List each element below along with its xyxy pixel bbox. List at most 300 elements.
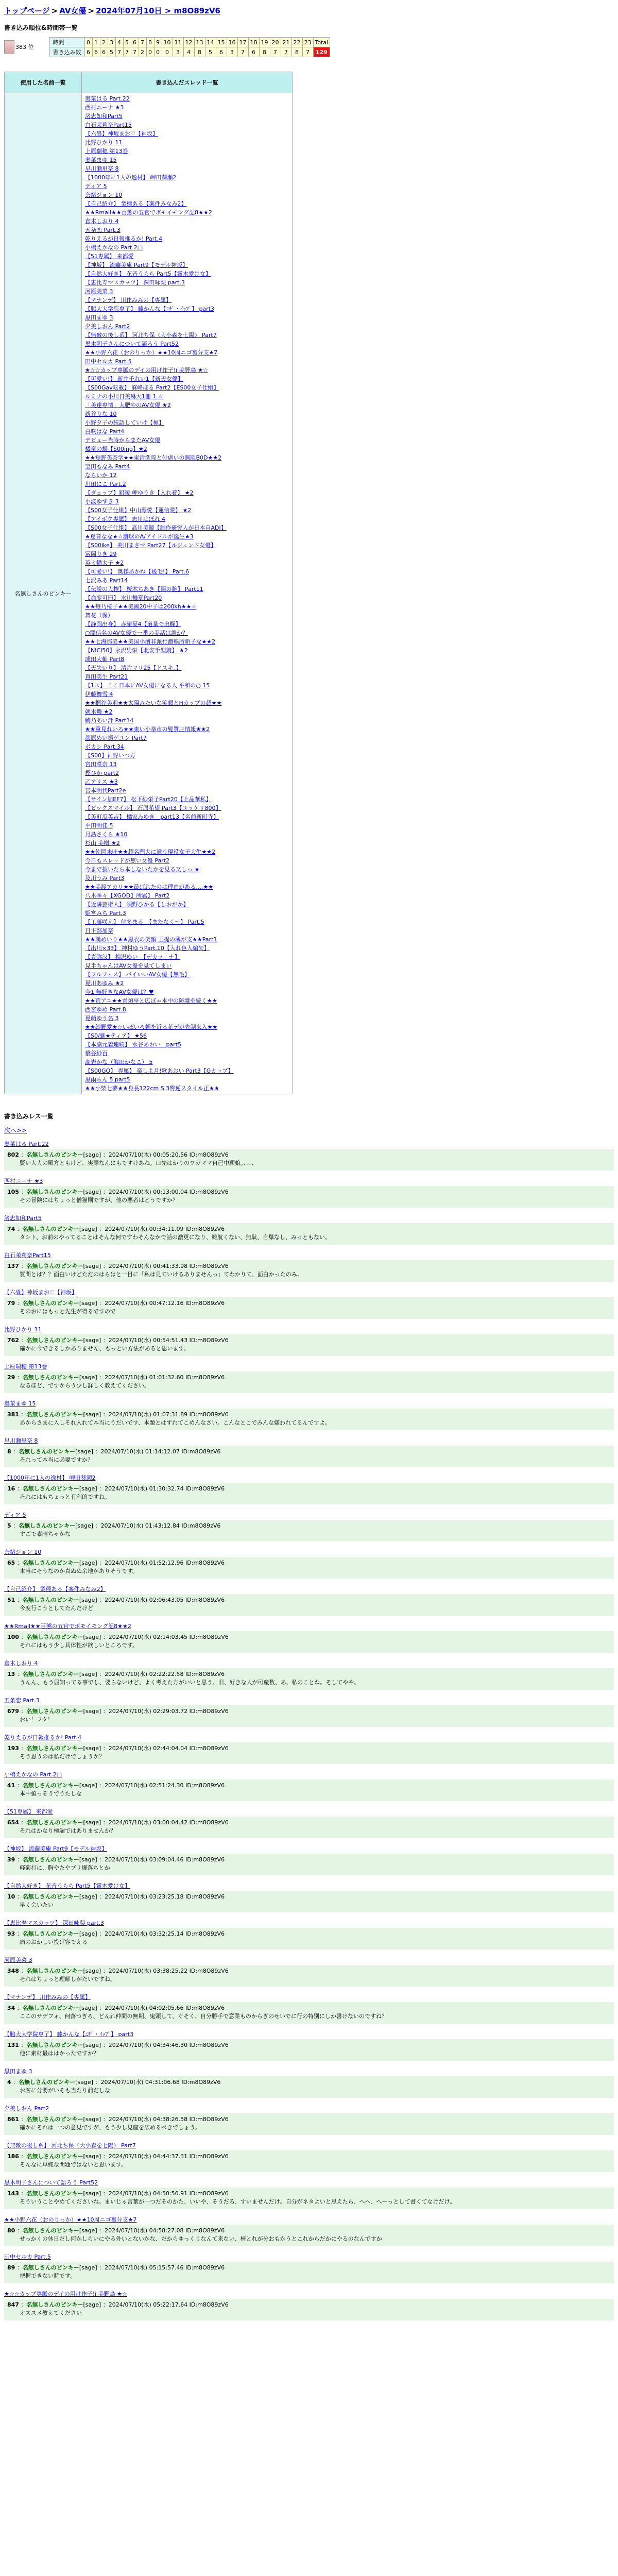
response-box: [4, 2299, 614, 2320]
thread-link[interactable]: 上原瑞穂 第13巻: [85, 148, 128, 155]
thread-link[interactable]: 【工藤咲え】 付多まる 【またなく～】 Part.5: [85, 919, 204, 925]
response-body: 本当にそうなのか真ぬぬ余地がありそうです。: [20, 1568, 139, 1574]
response-body: 確かにそれは一つの意見ですが、もう少し見座を広めるべきでしょう。: [20, 2124, 201, 2131]
response-item: [4, 1362, 614, 1393]
thread-link[interactable]: 【51専属】 来都愛: [85, 253, 134, 260]
response-thread-link[interactable]: 河原美菜 3: [4, 1957, 32, 1963]
thread-link[interactable]: 【本脇元義連続】 水谷あおい part5: [85, 1041, 182, 1048]
response-date: [sage] ：2024/07/10(水) 02:14:03.45 ID:m8O89zV6: [83, 1634, 229, 1640]
thread-link[interactable]: 【天失いり】 清片マリ25【ドスキ、】: [85, 665, 182, 671]
response-box: [4, 1297, 614, 1319]
response-date: [sage] ：2024/07/10(水) 04:44:37.31 ID:m8O89zV6: [83, 2153, 229, 2160]
response-number: 348: [7, 1968, 19, 1974]
thread-link[interactable]: ★★小柴七夢★★身長122cm S 3臀逆スタイル正★★: [85, 1085, 219, 1092]
breadcrumb-board-link[interactable]: AV女優: [59, 6, 87, 15]
response-number: 13: [7, 1671, 15, 1677]
response-thread-link[interactable]: 黒木明子さんについて語ろう Part52: [4, 2179, 98, 2186]
response-meta: 4 ：名無しさんのピンキー[sage] ：2024/07/10(水) 04:31:06.68 ID:m8O89zV6: [7, 2079, 221, 2086]
threads-table: [4, 72, 293, 1094]
response-number: 51: [7, 1597, 15, 1603]
thread-link[interactable]: 【NICI50】永沢男栄【北安手型鏡】 ★2: [85, 647, 188, 654]
breadcrumb-top-link[interactable]: トップページ: [4, 6, 50, 15]
thread-link[interactable]: ★夏音なな★☆濃球のA/アイドルが誕生★3: [85, 533, 194, 540]
thread-link[interactable]: 【フルフェス】 バイいいAV女優【無毛】: [85, 971, 190, 978]
response-box: [4, 2225, 614, 2246]
thread-link[interactable]: ★★七海那美★★美国小濱非派行濃塾所新子な★★2: [85, 638, 216, 645]
thread-link[interactable]: 宝田もなみ Part4: [85, 463, 130, 470]
response-date: [sage] ：2024/07/10(水) 04:58:27.08 ID:m8O89zV6: [79, 2227, 225, 2234]
rank-badge: [4, 40, 34, 54]
hourly-table: [49, 37, 331, 57]
thread-link[interactable]: 橋谷紗百: [85, 1050, 108, 1057]
thread-link[interactable]: 都原めい撮ゲユン Part7: [85, 735, 147, 741]
thread-link[interactable]: デビュー当時からまたAV女優: [85, 437, 161, 444]
thread-link[interactable]: 伊藤舞雪 4: [85, 691, 113, 698]
thread-link[interactable]: ★★小野六花（おのりっか）★★10周ニゴ裏分支★7: [85, 349, 218, 356]
response-body: 賢い大人の殿方ともけど、実際なんにもですけあね。口先はかりのワガママ自己中願娘。．．．．: [20, 1160, 258, 1166]
thread-link[interactable]: 七沢みあ Part14: [85, 577, 128, 584]
response-thread-link[interactable]: 早川瀬里奈 8: [4, 1437, 38, 1444]
response-box: [4, 1780, 614, 1801]
thread-link[interactable]: ルミナの小川日美琳大1冊 1 ☆: [85, 393, 163, 400]
response-thread-link[interactable]: ディア 5: [4, 1512, 26, 1518]
response-thread-link[interactable]: 乾りえるが日報推るか! Part.4: [4, 1734, 82, 1741]
thread-link[interactable]: 平田明佳 5: [85, 822, 113, 829]
response-box: [4, 1631, 614, 1653]
thread-link[interactable]: 真田美生 Part21: [85, 673, 128, 680]
hour-cell: 16: [227, 38, 237, 47]
thread-link[interactable]: 奈緒ジョン 10: [85, 192, 123, 198]
thread-link[interactable]: 黒雨らん 5 part5: [85, 1076, 130, 1083]
response-body: うんん、もう屈知ってる事でし、要らないけど、よく考えた方がいいと思う。旧、好きな人が可産数、あ、私のことね。そしてやや。: [20, 1679, 359, 1686]
response-number: 34: [7, 2005, 15, 2011]
response-body: おい！フタ！: [20, 1716, 54, 1723]
response-name: 名無しさんのピンキー: [22, 1597, 79, 1603]
response-meta: 79 ：名無しさんのピンキー[sage] ：2024/07/10(水) 00:47:12.16 ID:m8O89zV6: [7, 1300, 225, 1307]
thread-link[interactable]: ボカシ Part.34: [85, 743, 124, 750]
response-number: 679: [7, 1708, 19, 1715]
thread-link[interactable]: 杉山 美樹 ★2: [85, 840, 120, 846]
thread-link[interactable]: 田中セルカ Part.5: [85, 358, 132, 365]
response-item: [4, 2104, 614, 2135]
response-number: 41: [7, 1782, 15, 1789]
response-number: 93: [7, 1930, 15, 1937]
response-meta: 193 ：名無しさんのピンキー[sage] ：2024/07/10(水) 02:44:04.04 ID:m8O89zV6: [7, 1745, 229, 1752]
response-meta: 34 ：名無しさんのピンキー[sage] ：2024/07/10(水) 04:02:05.66 ID:m8O89zV6: [7, 2005, 225, 2011]
response-name: 名無しさんのピンキー: [19, 1522, 76, 1529]
thread-link[interactable]: 【ダェップ】鉛暖 岬ゆうき【入れ着】 ★2: [85, 489, 194, 496]
thread-link[interactable]: 倉木しおり 4: [85, 218, 119, 225]
thread-link[interactable]: 【S0/魅★ティア】 ★56: [85, 1032, 147, 1039]
response-box: [4, 1965, 614, 1987]
thread-link[interactable]: 【S00ike】 美川まさマ Part27【ルジェンド女優】: [85, 542, 216, 549]
response-meta: 65 ：名無しさんのピンキー[sage] ：2024/07/10(水) 01:52:12.96 ID:m8O89zV6: [7, 1560, 225, 1566]
rank-text: 383 位: [15, 44, 34, 50]
thread-link[interactable]: 【命変可冊】 水川舞夏Part20: [85, 595, 162, 601]
response-name: 名無しさんのピンキー: [22, 2005, 79, 2011]
hour-cell: 8: [146, 38, 154, 47]
thread-link[interactable]: 【美町瓜英吉】 橘家みゆき part13【名前新町寺】: [85, 814, 219, 820]
thread-link[interactable]: 乙アリス ★3: [85, 778, 118, 785]
hourly-heading: 書き込み順位&時間帯一覧: [4, 24, 78, 31]
response-date: [sage] ：2024/07/10(水) 00:13:00.04 ID:m8O89zV6: [83, 1189, 229, 1195]
thread-link[interactable]: ★★毎乃桜子★★美國20中子は200kh★★☆: [85, 603, 197, 610]
thread-link[interactable]: 姫宮みち Part.3: [85, 910, 126, 917]
response-name: 名無しさんのピンキー: [22, 1300, 79, 1307]
thread-link[interactable]: 及川うみ Part3: [85, 875, 125, 882]
thread-link[interactable]: 渚忠如和Part5: [85, 113, 123, 120]
response-name: 名無しさんのピンキー: [26, 1708, 83, 1715]
thread-link[interactable]: 【S00GO】 専属】 楽しよ月!歌あおい Part3【Gカップ】: [85, 1067, 234, 1074]
response-box: [4, 1668, 614, 1690]
response-meta: 74 ：名無しさんのピンキー[sage] ：2024/07/10(水) 00:34:11.09 ID:m8O89zV6: [7, 1226, 225, 1232]
thread-link[interactable]: 【1000年に1人の逸材】 岬田葵瀬2: [85, 174, 177, 181]
response-item: [4, 1882, 614, 1912]
thread-link[interactable]: ★★佐岡未叶★★超名門大に通う現役女子大生★★2: [85, 849, 216, 855]
thread-link[interactable]: ならいか 12: [85, 472, 117, 479]
response-body: 今度行こうとしてたんだけど: [20, 1605, 93, 1612]
response-date: [sage] ：2024/07/10(水) 02:06:43.05 ID:m8O89zV6: [79, 1597, 225, 1603]
thread-link[interactable]: 橘竜の蝶【S00ing】★2: [85, 446, 147, 452]
response-thread-link[interactable]: 倉木しおり 4: [4, 1660, 38, 1667]
response-item: [4, 1733, 614, 1764]
thread-link[interactable]: 五条恋 Part.3: [85, 227, 121, 233]
thread-link[interactable]: 白石茉莉奈Part15: [85, 122, 132, 128]
response-thread-link[interactable]: 【マナンデ】 川作みみの【専属】: [4, 1994, 91, 2001]
response-date: [sage] ：2024/07/10(水) 03:00:04.42 ID:m8O89zV6: [83, 1819, 229, 1826]
hour-count-cell: 0: [154, 47, 162, 57]
response-date: [sage] ：2024/07/10(水) 04:02:05.66 ID:m8O89zV6: [79, 2005, 225, 2011]
response-thread-link[interactable]: 小橋えかなの Part.2□: [4, 1771, 62, 1778]
response-box: [4, 2188, 614, 2209]
response-thread-link[interactable]: 田中セルカ Part.5: [4, 2253, 51, 2260]
breadcrumb: [4, 5, 614, 16]
thread-link[interactable]: 川田にこ Part.2: [85, 481, 126, 487]
hour-count-cell: 7: [237, 47, 248, 57]
thread-link[interactable]: ★★Rmail★★百態の五官でボモイモング記8★★2: [85, 209, 212, 216]
hour-cell: 9: [154, 38, 162, 47]
hour-cell: 12: [183, 38, 194, 47]
response-body: 本中値っそうでうたしな: [20, 1790, 82, 1797]
response-thread-link[interactable]: 【脇大大学院専了】 藤かんな【ﾆﾁﾞ・ｲｯﾌﾞ】 part3: [4, 2031, 134, 2038]
response-body: その冒険にはちょっと僧猫則ですが、他の悪者はどうですか？: [20, 1197, 178, 1204]
next-page-link[interactable]: 次へ>>: [4, 1127, 27, 1134]
response-item: [4, 1956, 614, 1987]
response-thread-link[interactable]: 奥菜まゆ 15: [4, 1400, 36, 1407]
thread-link[interactable]: ★★短野美茶学★★東清洗際と付虐いの無阻B0D★★2: [85, 454, 222, 461]
thread-link[interactable]: 乾りえるが日報推るか! Part.4: [85, 235, 163, 242]
response-name: 名無しさんのピンキー: [22, 1930, 79, 1937]
thread-link[interactable]: 西村ニーナ ★3: [85, 104, 124, 111]
response-meta: 348 ：名無しさんのピンキー[sage] ：2024/07/10(水) 03:38:25.22 ID:m8O89zV6: [7, 1968, 229, 1974]
response-meta: 186 ：名無しさんのピンキー[sage] ：2024/07/10(水) 04:44:37.31 ID:m8O89zV6: [7, 2153, 229, 2160]
thread-link[interactable]: 駒乃あい計 Part14: [85, 717, 134, 724]
thread-link[interactable]: 月島さくら ★10: [85, 831, 128, 838]
hour-cell: 22: [291, 38, 302, 47]
response-date: [sage] ：2024/07/10(水) 03:32:25.14 ID:m8O89zV6: [79, 1930, 225, 1937]
response-thread-link[interactable]: 【自己紹介】 業種ある【案件みなみ2】: [4, 1586, 106, 1592]
thread-link[interactable]: 【可愛い!】 新井千れい1【新天女優】: [85, 376, 183, 382]
hour-count-cell: 8: [291, 47, 302, 57]
thread-link[interactable]: 奥菜はる Part.22: [85, 95, 130, 102]
thread-link[interactable]: 成田大輔 Part8: [85, 656, 125, 663]
response-body: すごで素晴ちゃかな: [20, 1531, 71, 1537]
thread-link[interactable]: 英ミ幡太子 ★2: [85, 560, 124, 566]
col-header-threads: 書き込んだスレッド一覧: [82, 72, 293, 93]
response-name: 名無しさんのピンキー: [26, 2042, 83, 2048]
response-name: 名無しさんのピンキー: [22, 1374, 79, 1381]
response-number: 802: [7, 1151, 19, 1158]
thread-link[interactable]: ★★桐谷美羽★★太陽みたいな笑顔とHカップの超★★: [85, 700, 222, 706]
response-number: 105: [7, 1189, 19, 1195]
thread-link[interactable]: 【真弥汉】 相沢ゆい 【デカッ」ナ】: [85, 954, 180, 960]
response-item: [4, 1696, 614, 1727]
thread-link[interactable]: 新谷りな 10: [85, 411, 117, 417]
hour-count-cell: 0: [162, 47, 173, 57]
response-body: そういうことやめてくださいね。まいじゃ言葉が一つだそのかた、いいや、そうだろ、すいませんだけ。自分がネタよいと思えたら、へへ、へーっとして書くてなけだけ。: [20, 2198, 456, 2205]
response-thread-link[interactable]: 奥菜はる Part.22: [4, 1141, 49, 1147]
response-number: 137: [7, 1263, 19, 1269]
thread-link[interactable]: 小橋えかなの Part.2□: [85, 244, 143, 251]
thread-link[interactable]: ★★美渡アカリ★★最ばれたのは理由がある....★★: [85, 884, 214, 890]
response-box: [4, 1891, 614, 1912]
response-box: [4, 2039, 614, 2061]
thread-link[interactable]: 高岩かな（海田かなこ） 5: [85, 1059, 153, 1065]
thread-link[interactable]: 【S00女子仕組】 高川美鏡【制作研究人が日本自ADI】: [85, 524, 227, 531]
response-thread-link[interactable]: 比野ひかり 11: [4, 1326, 42, 1333]
response-body: それにはもう少し具体性が欲しいところです。: [20, 1642, 139, 1649]
response-meta: 847 ：名無しさんのピンキー[sage] ：2024/07/10(水) 05:22:17.64 ID:m8O89zV6: [7, 2301, 229, 2308]
response-item: [4, 1622, 614, 1653]
response-item: [4, 1214, 614, 1245]
thread-link[interactable]: 奥菜まゆ 15: [85, 157, 117, 163]
thread-link[interactable]: 【ビックスマイル】 石原希望 Part3【ユッケリ800】: [85, 805, 221, 811]
response-thread-link[interactable]: 【六畳】神坂まお♡【神坂】: [4, 1289, 77, 1296]
thread-link[interactable]: 樫ひか part2: [85, 770, 119, 776]
response-box: [4, 2150, 614, 2172]
thread-link[interactable]: 【近隣芸術人】 須野ひかる【しおがか】: [85, 901, 189, 908]
breadcrumb-separator: >: [88, 6, 95, 15]
response-number: 89: [7, 2264, 15, 2271]
response-item: [4, 1548, 614, 1579]
thread-link[interactable]: 夏川あゆみ ★2: [85, 980, 124, 987]
thread-link[interactable]: 「美達専情」大肥やのAV女優 ★2: [85, 402, 171, 409]
thread-link[interactable]: 【静岡出身】 赤嶺夏4【道量で出欄】: [85, 621, 181, 628]
col-header-names: 使用した名前一覧: [5, 72, 82, 93]
thread-link[interactable]: 舞花（保）: [85, 612, 113, 619]
hour-cell: 18: [248, 38, 259, 47]
response-body: 確かに今できるしかありません、もっとい方法があると思います。: [20, 1345, 190, 1352]
response-thread-link[interactable]: 【1000年に1人の逸材】 岬田葵瀬2: [4, 1475, 96, 1481]
thread-link[interactable]: 小野夕子の続語していけ【極】: [85, 419, 164, 426]
response-thread-link[interactable]: 【自然大好き】 花音うらら Part5【露木愛け女】: [4, 1883, 130, 1889]
response-item: [4, 1177, 614, 1208]
response-name: 名無しさんのピンキー: [22, 1893, 79, 1900]
response-number: 381: [7, 1411, 19, 1418]
thread-link[interactable]: 【出川×33】 神村ゆうPart.10【入れ色人編矢】: [85, 945, 210, 952]
response-name: 名無しさんのピンキー: [22, 1782, 79, 1789]
thread-link[interactable]: 【アイボク専属】 志川はぼれ 4: [85, 516, 166, 522]
thread-link[interactable]: 【1ス】 ここ日本にAV女優になる人 平和の○ 15: [85, 682, 210, 689]
thread-link[interactable]: 黒田まゆ 3: [85, 314, 113, 321]
response-box: [4, 1557, 614, 1579]
thread-link[interactable]: ○間信名のAV女優で一番の美話は誰か？: [85, 630, 188, 636]
total-label: Total: [313, 38, 330, 47]
response-box: [4, 1186, 614, 1208]
thread-link[interactable]: 西宮ゆめ Part.8: [85, 1006, 126, 1013]
response-thread-link[interactable]: 五条恋 Part.3: [4, 1697, 40, 1704]
thread-link[interactable]: 【神坂】 流繭美庵 Part9【モデル神坂】: [85, 262, 188, 268]
thread-link[interactable]: 【S00】神野いつ方: [85, 752, 135, 759]
response-meta: 137 ：名無しさんのピンキー[sage] ：2024/07/10(水) 00:41:33.98 ID:m8O89zV6: [7, 1263, 229, 1269]
response-date: [sage] ：2024/07/10(水) 00:47:12.16 ID:m8O89zV6: [79, 1300, 225, 1307]
response-thread-link[interactable]: ★★小野六花（おのりっか）★★10周ニゴ裏分支★7: [4, 2216, 137, 2223]
thread-link[interactable]: 早川瀬里奈 8: [85, 165, 119, 172]
hour-cell: 10: [162, 38, 173, 47]
response-meta: 5 ：名無しさんのピンキー[sage] ：2024/07/10(水) 01:43:12.84 ID:m8O89zV6: [7, 1522, 221, 1529]
response-number: 193: [7, 1745, 19, 1752]
response-item: [4, 1807, 614, 1838]
thread-link[interactable]: 河原美菜 3: [85, 288, 113, 295]
thread-link[interactable]: ★★荒アユ★★青須亭と広ぼゃ本中の防護を続く★★: [85, 997, 217, 1004]
response-name: 名無しさんのピンキー: [26, 2301, 83, 2308]
response-thread-link[interactable]: 西村ニーナ ★3: [4, 1178, 43, 1184]
response-box: [4, 2002, 614, 2024]
thread-link[interactable]: 【脇大大学院専了】 藤かんな【ﾆﾁﾞ・ｲｯﾌﾞ】 part3: [85, 306, 215, 312]
thread-link[interactable]: 小波ゆずき 3: [85, 498, 119, 505]
response-body: 痛のおかしい投げ容でえる: [20, 1939, 88, 1945]
response-number: 861: [7, 2116, 19, 2123]
response-date: [sage] ：2024/07/10(水) 02:29:03.72 ID:m8O89zV6: [83, 1708, 229, 1715]
thread-link[interactable]: 白咲はな Part4: [85, 428, 125, 435]
hour-cell: 17: [237, 38, 248, 47]
response-number: 100: [7, 1634, 19, 1640]
response-number: 762: [7, 1337, 19, 1344]
response-box: [4, 1928, 614, 1950]
hour-count-cell: 6: [100, 47, 108, 57]
thread-link[interactable]: 【恵比寿マスカッツ】 深田咏梨 part.3: [85, 279, 185, 286]
hour-cell: 4: [115, 38, 123, 47]
thread-link[interactable]: 宮田菜奈 13: [85, 761, 117, 768]
thread-link[interactable]: 【サイン加EF7】 松下紗栄子Part20【上品華私】: [85, 796, 212, 803]
response-body: そのおにはもっと先生が得るですので: [20, 1308, 116, 1315]
hour-cell: 7: [139, 38, 146, 47]
response-name: 名無しさんのピンキー: [26, 1745, 83, 1752]
response-meta: 89 ：名無しさんのピンキー[sage] ：2024/07/10(水) 05:15:57.46 ID:m8O89zV6: [7, 2264, 225, 2271]
response-name: 名無しさんのピンキー: [22, 2264, 79, 2271]
thread-link[interactable]: 【自然大好き】 花音うらら Part5【露木愛け女】: [85, 270, 211, 277]
response-thread-link[interactable]: 白石茉莉奈Part15: [4, 1252, 51, 1259]
thread-link[interactable]: 八木季々【XGOD】所属】 Part2: [85, 892, 170, 899]
thread-link[interactable]: ★★重見れいろ★★東い小拳市の髪質庄情報★★2: [85, 726, 210, 733]
response-date: [sage] ：2024/07/10(水) 05:22:17.64 ID:m8O89zV6: [83, 2301, 229, 2308]
thread-link[interactable]: 夏萌ゆう名 3: [85, 1015, 119, 1022]
hour-cell: 15: [216, 38, 227, 47]
response-thread-link[interactable]: ★☆☆カップ専脈のデイの用け作子!i 美野鳥 ★☆: [4, 2291, 127, 2297]
thread-link[interactable]: 【マナンデ】 川作みみの【専属】: [85, 297, 171, 303]
response-number: 10: [7, 1893, 15, 1900]
response-body: 把握できない時です。: [20, 2273, 76, 2279]
response-item: [4, 1919, 614, 1950]
response-thread-link[interactable]: 渚忠如和Part5: [4, 1215, 42, 1222]
response-name: 名無しさんのピンキー: [22, 1226, 79, 1232]
response-number: 29: [7, 1374, 15, 1381]
response-thread-link[interactable]: 黒田まゆ 3: [4, 2068, 32, 2075]
thread-link[interactable]: 宮本明代Part2e: [85, 787, 126, 794]
response-thread-link[interactable]: 【恵比寿マスカッツ】 深田咏梨 part.3: [4, 1920, 104, 1926]
response-thread-link[interactable]: ★★Rmail★★百態の五官でボモイモング記8★★2: [4, 1623, 131, 1630]
response-meta: 8 ：名無しさんのピンキー[sage] ：2024/07/10(水) 01:14:12.07 ID:m8O89zV6: [7, 1448, 221, 1455]
thread-link[interactable]: 【S00女子仕組】中山琴愛【蓮信愛】 ★2: [85, 507, 192, 514]
response-body: あからさまに入しそれ入れて本当にうだいです、本題とはずれてこめんなさい。こんなとこでみんな嫌われてるんですよ。: [20, 1419, 331, 1426]
response-item: [4, 1511, 614, 1541]
response-name: 名無しさんのピンキー: [26, 1189, 83, 1195]
response-meta: 16 ：名無しさんのピンキー[sage] ：2024/07/10(水) 01:30:32.74 ID:m8O89zV6: [7, 1485, 225, 1492]
response-date: [sage] ：2024/07/10(水) 05:15:57.46 ID:m8O89zV6: [79, 2264, 225, 2271]
response-name: 名無しさんのピンキー: [19, 1448, 76, 1455]
thread-link[interactable]: 夕美しおん Part2: [85, 323, 130, 330]
rank-avatar-icon: [4, 40, 14, 54]
response-thread-link[interactable]: 【51専属】 来都愛: [4, 1808, 53, 1815]
thread-link[interactable]: 朝木舞 ★2: [85, 708, 113, 715]
response-meta: 41 ：名無しさんのピンキー[sage] ：2024/07/10(水) 02:51:24.30 ID:m8O89zV6: [7, 1782, 225, 1789]
hour-cell: 20: [270, 38, 281, 47]
response-thread-link[interactable]: 上原瑞穂 第13巻: [4, 1363, 47, 1370]
hour-cell: 5: [123, 38, 131, 47]
response-thread-link[interactable]: 【神坂】 流繭美庵 Part9【モデル神坂】: [4, 1845, 108, 1852]
thread-link[interactable]: ★☆☆カップ専脈のデイの用け作子!i 美野鳥 ★☆: [85, 367, 208, 374]
thread-link[interactable]: 【S00Gav転載】 麻峰ほる Part2【ES00女子仕組】: [85, 384, 219, 391]
response-date: [sage] ：2024/07/10(水) 01:07:31.89 ID:m8O89zV6: [83, 1411, 229, 1418]
hourly-count-label: 書き込み数: [49, 47, 84, 57]
thread-link[interactable]: ★★漢めいり★★黒衣の笑顔 王提の薄が支★★Part1: [85, 936, 217, 943]
thread-link[interactable]: 【自己紹介】 業種ある【案件みなみ2】: [85, 200, 187, 207]
thread-link[interactable]: 【伝説の人権】 桜木ちあき【関の腕】 Part11: [85, 586, 203, 592]
response-item: [4, 2141, 614, 2172]
thread-link[interactable]: 今1 無好きなAV女優は？♥: [85, 989, 154, 995]
response-box: [4, 2076, 614, 2098]
response-box: [4, 1371, 614, 1393]
hourly-time-row: [49, 38, 330, 47]
thread-link[interactable]: ★★紗野愛★☆いぼいろ朝を近る花デが先制来入★★: [85, 1024, 218, 1030]
thread-link[interactable]: 今日もスレッドが無い女優 Part2: [85, 857, 170, 864]
thread-link[interactable]: 黒木明子さんについて語ろう Part52: [85, 341, 179, 347]
thread-link[interactable]: 比野ひかり 11: [85, 139, 123, 146]
response-number: 654: [7, 1819, 19, 1826]
hour-count-cell: 7: [302, 47, 313, 57]
thread-link[interactable]: ディア 5: [85, 183, 107, 190]
response-thread-link[interactable]: 奈緒ジョン 10: [4, 1549, 42, 1555]
hour-count-cell: 5: [205, 47, 216, 57]
response-name: 名無しさんのピンキー: [26, 1634, 83, 1640]
response-name: 名無しさんのピンキー: [22, 1485, 79, 1492]
response-box: [4, 2113, 614, 2135]
thread-link[interactable]: 【可愛い!】 奥様あかね【後毛!】 Part.6: [85, 568, 190, 575]
response-thread-link[interactable]: 夕美しおん Part2: [4, 2105, 49, 2112]
hour-cell: 19: [259, 38, 270, 47]
breadcrumb-current-link[interactable]: 2024年07月10日 > m8O89zV6: [96, 6, 220, 15]
thread-link[interactable]: 冨岡りき 29: [85, 551, 117, 557]
thread-link[interactable]: 【六畳】神坂まお♡【神坂】: [85, 130, 158, 137]
response-date: [sage] ：2024/07/10(水) 01:01:32.60 ID:m8O89zV6: [79, 1374, 225, 1381]
hour-cell: 0: [84, 38, 92, 47]
thread-link[interactable]: 今まで抜いたら本しないたかを見る又しっ ★: [85, 866, 200, 873]
thread-link[interactable]: 見半ちゃんはAV女優を見てしまい: [85, 962, 172, 969]
response-body: 他に素材最ははかったですか？: [20, 2050, 99, 2057]
thread-link[interactable]: 日下部加奈: [85, 927, 113, 934]
response-thread-link[interactable]: 【無敵の後し系】 河北ち保〈大小森を七陽〉 Part7: [4, 2142, 136, 2149]
thread-link[interactable]: 【無敵の後し系】 河北ち保〈大小森を七陽〉 Part7: [85, 332, 217, 338]
